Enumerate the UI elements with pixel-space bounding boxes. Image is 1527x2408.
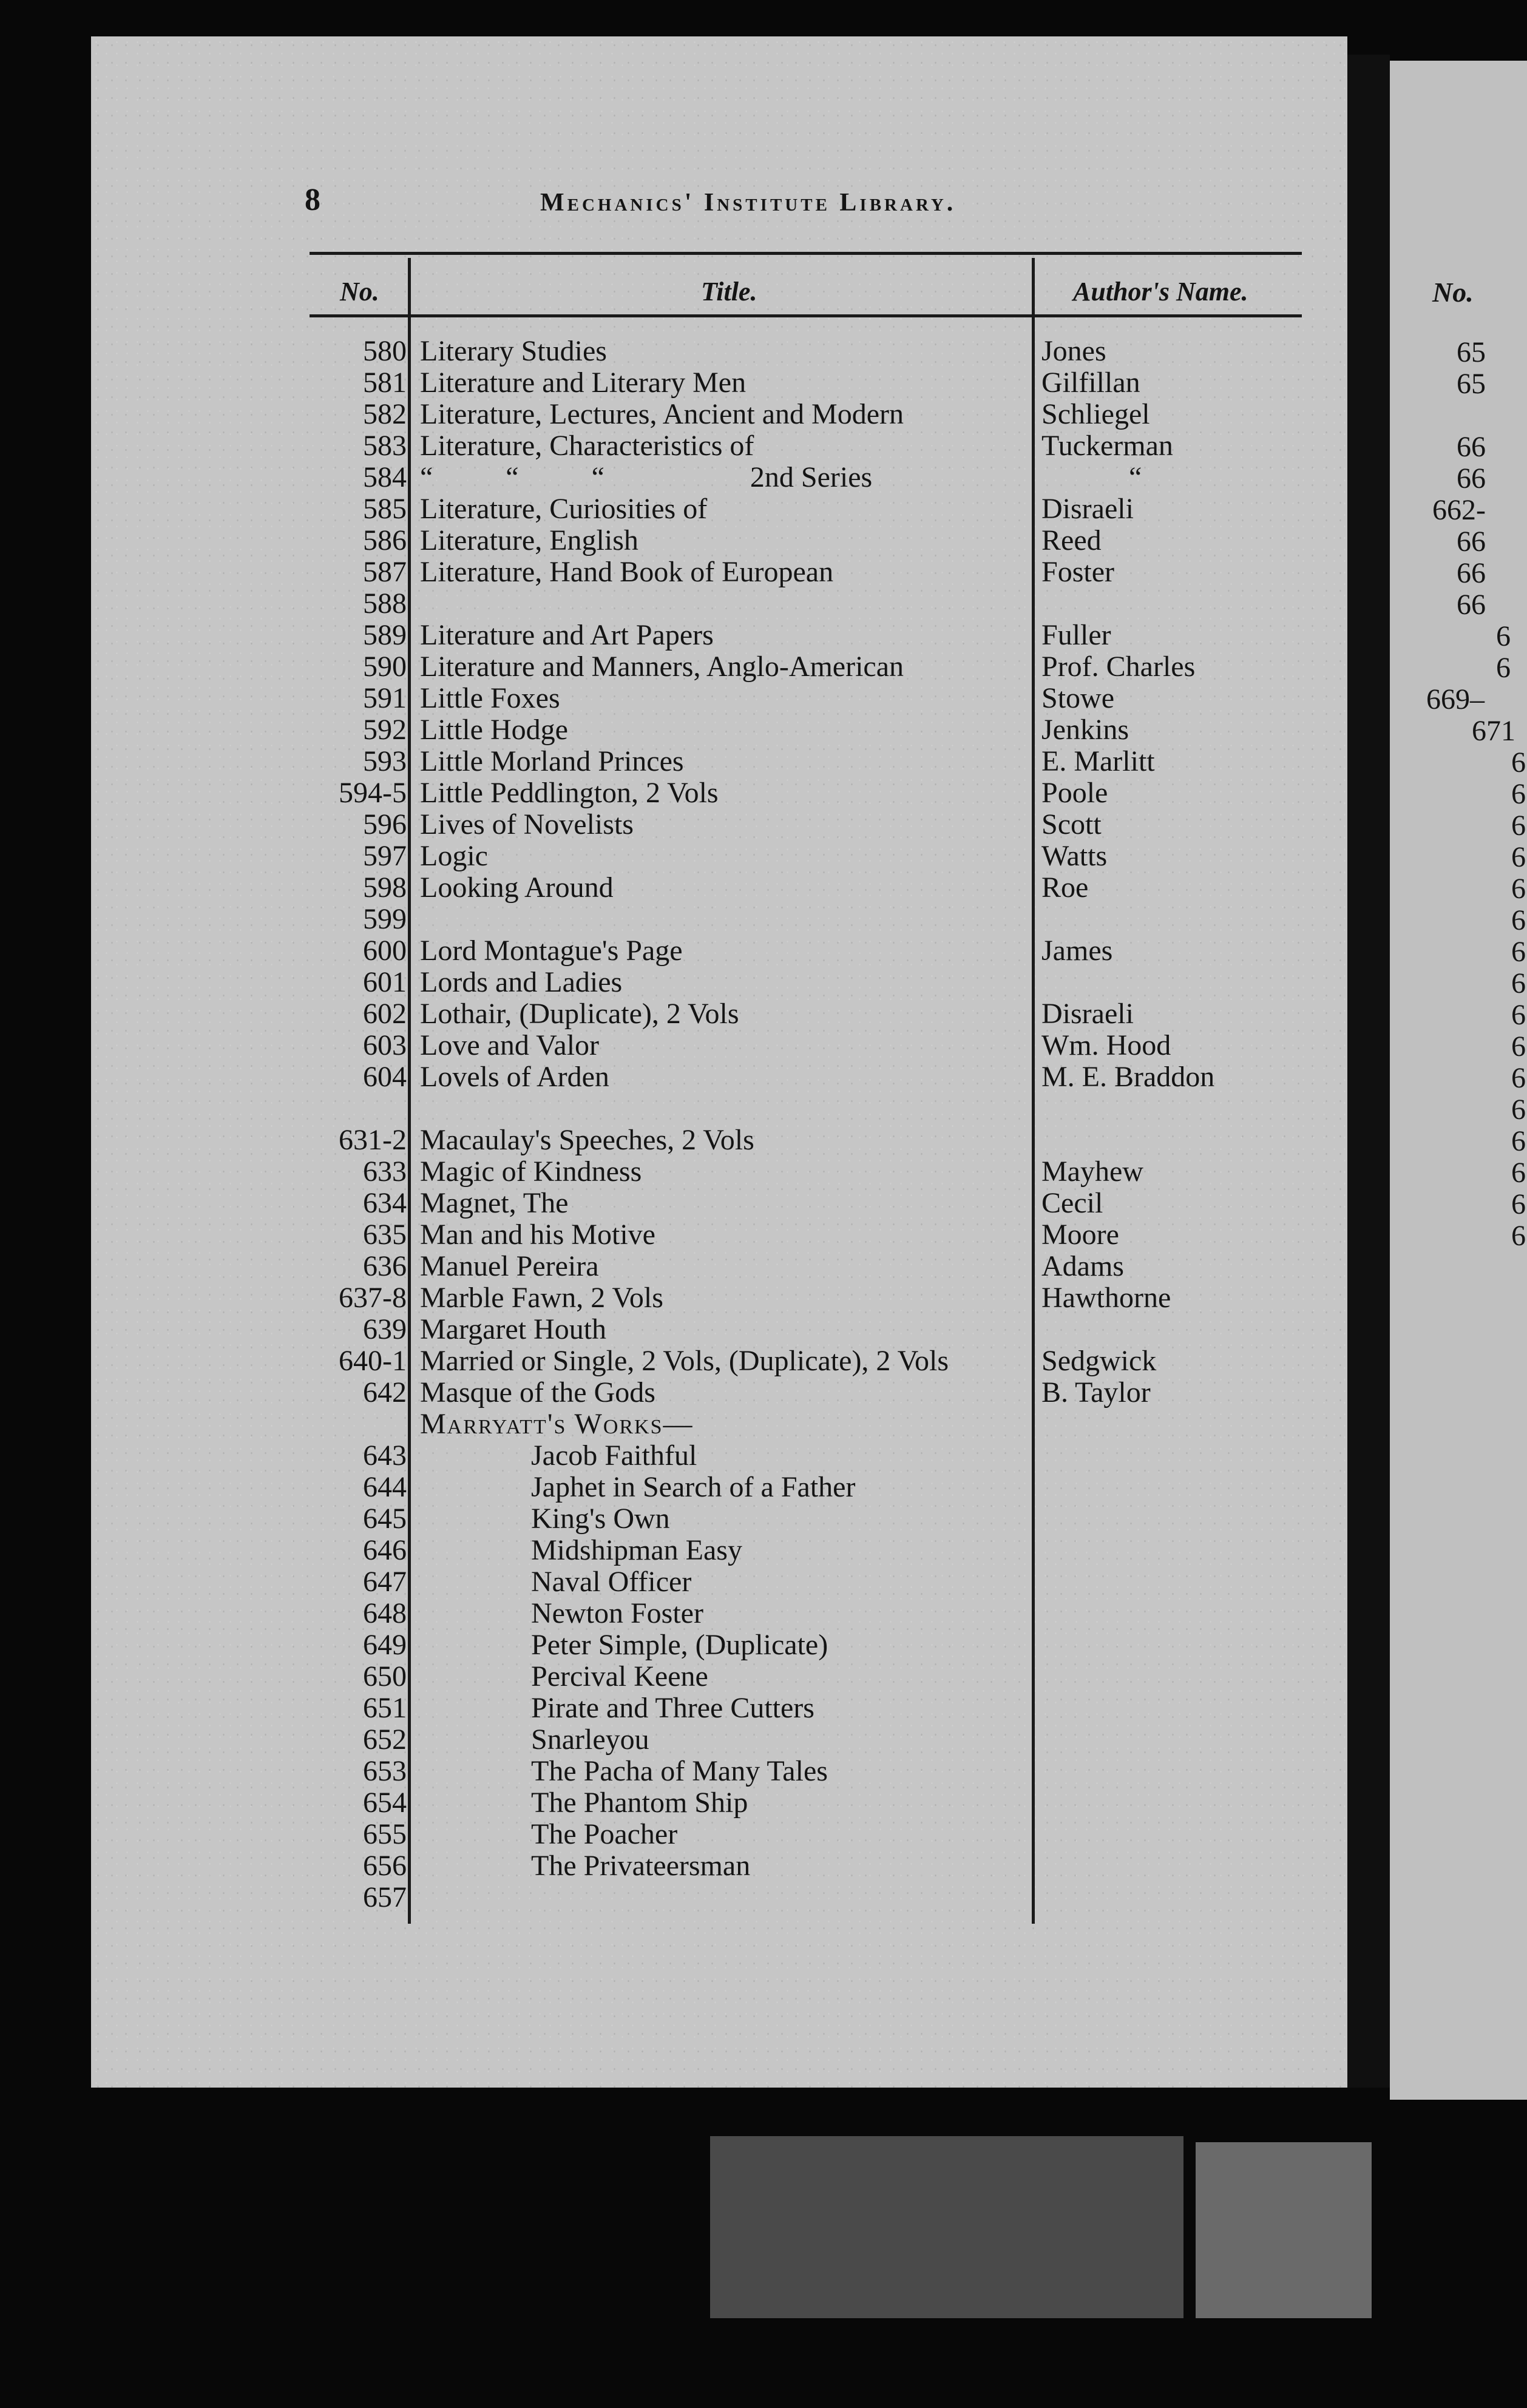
- next-page-number: 6: [1511, 936, 1526, 968]
- table-row: [0, 1251, 1335, 1282]
- table-row: [0, 777, 1335, 809]
- next-page-number: 6: [1511, 810, 1526, 842]
- entry-number: 639: [363, 1313, 407, 1345]
- entry-number: 631-2: [339, 1124, 407, 1156]
- running-title: Mechanics' Institute Library.: [540, 189, 956, 217]
- entry-number: 594-5: [339, 777, 407, 809]
- next-page-number: 662-: [1432, 494, 1486, 526]
- entry-number: 646: [363, 1534, 407, 1566]
- entry-title: Literature and Manners, Anglo-American: [420, 651, 904, 683]
- entry-number: 656: [363, 1850, 407, 1882]
- table-row: [0, 1030, 1335, 1061]
- entry-title: Literature, English: [420, 524, 638, 556]
- entry-author: Foster: [1041, 556, 1114, 588]
- entry-author: “: [1129, 461, 1142, 493]
- entry-title: Magnet, The: [420, 1187, 569, 1219]
- entry-author: Adams: [1041, 1250, 1124, 1282]
- entry-title: Literary Studies: [420, 335, 607, 367]
- next-page-number: 66: [1457, 589, 1486, 621]
- entry-number: 596: [363, 808, 407, 840]
- entry-title: Lives of Novelists: [420, 808, 634, 840]
- entry-number: 580: [363, 335, 407, 367]
- entry-title: Naval Officer: [531, 1566, 692, 1598]
- table-row: [0, 462, 1335, 493]
- next-page-number: 6: [1496, 620, 1511, 652]
- table-row: [0, 904, 1335, 935]
- entry-title: Literature, Lectures, Ancient and Modern: [420, 398, 904, 430]
- entry-number: 635: [363, 1219, 407, 1251]
- entry-title: Married or Single, 2 Vols, (Duplicate), 2 Vols: [420, 1345, 949, 1377]
- entry-number: 590: [363, 651, 407, 683]
- table-row: [0, 1882, 1335, 1913]
- entry-number: 657: [363, 1881, 407, 1913]
- table-row: [0, 1188, 1335, 1219]
- column-header-number: No.: [340, 277, 379, 306]
- entry-author: Reed: [1041, 524, 1102, 556]
- entry-title: Midshipman Easy: [531, 1534, 742, 1566]
- next-page-number: 66: [1457, 462, 1486, 495]
- header-bottom-rule: [310, 314, 1302, 317]
- next-page-number: 6: [1511, 778, 1526, 810]
- table-row: [0, 809, 1335, 840]
- entry-number: 636: [363, 1250, 407, 1282]
- entry-title: Pirate and Three Cutters: [531, 1692, 814, 1724]
- entry-number: 589: [363, 619, 407, 651]
- entry-author: Fuller: [1041, 619, 1111, 651]
- entry-number: 653: [363, 1755, 407, 1787]
- table-row: [0, 1440, 1335, 1472]
- entry-number: 602: [363, 998, 407, 1030]
- table-row: [0, 967, 1335, 998]
- entry-number: 603: [363, 1029, 407, 1061]
- next-page-number: 669–: [1426, 683, 1485, 715]
- entry-title: Snarleyou: [531, 1723, 649, 1756]
- entry-number: 601: [363, 966, 407, 998]
- column-header-author: Author's Name.: [1073, 277, 1248, 306]
- entry-title: Man and his Motive: [420, 1219, 655, 1251]
- table-row: [0, 367, 1335, 399]
- entry-title: Little Foxes: [420, 682, 560, 714]
- entry-author: Stowe: [1041, 682, 1114, 714]
- entry-title: Literature, Curiosities of: [420, 493, 708, 525]
- entry-title: Magic of Kindness: [420, 1155, 642, 1188]
- table-row: [0, 714, 1335, 746]
- entry-title: Macaulay's Speeches, 2 Vols: [420, 1124, 754, 1156]
- entry-author: Poole: [1041, 777, 1108, 809]
- table-row: [0, 746, 1335, 777]
- table-row: [0, 336, 1335, 367]
- entry-number: 650: [363, 1660, 407, 1693]
- entry-author: Roe: [1041, 871, 1089, 904]
- entry-title: Little Hodge: [420, 714, 568, 746]
- entry-number: 649: [363, 1629, 407, 1661]
- next-page-number: 671: [1472, 715, 1515, 747]
- entry-title: The Poacher: [531, 1818, 678, 1850]
- next-page-number: 6: [1511, 904, 1526, 936]
- entry-author: Wm. Hood: [1041, 1029, 1171, 1061]
- entry-number: 637-8: [339, 1282, 407, 1314]
- entry-number: 584: [363, 461, 407, 493]
- next-page-number: 6: [1511, 841, 1526, 873]
- entry-author: Disraeli: [1041, 998, 1134, 1030]
- running-head: [0, 182, 1527, 231]
- entry-title: King's Own: [531, 1503, 670, 1535]
- next-page-number: 6: [1511, 746, 1526, 779]
- table-row: [0, 1661, 1335, 1693]
- entry-title: Literature, Characteristics of: [420, 430, 754, 462]
- next-page-number: 6: [1511, 999, 1526, 1031]
- table-row: [0, 1503, 1335, 1535]
- section-heading: Marryatt's Works—: [420, 1408, 694, 1440]
- entry-title: Lothair, (Duplicate), 2 Vols: [420, 998, 739, 1030]
- entry-number: 640-1: [339, 1345, 407, 1377]
- entry-number: 634: [363, 1187, 407, 1219]
- entry-number: 591: [363, 682, 407, 714]
- entry-author: Jenkins: [1041, 714, 1129, 746]
- entry-title: Looking Around: [420, 871, 614, 904]
- table-row: [0, 1219, 1335, 1251]
- entry-number: 644: [363, 1471, 407, 1503]
- table-row: [0, 840, 1335, 872]
- entry-author: Gilfillan: [1041, 367, 1140, 399]
- entry-number: 652: [363, 1723, 407, 1756]
- table-row: [0, 935, 1335, 967]
- entry-author: James: [1041, 935, 1113, 967]
- entry-number: 655: [363, 1818, 407, 1850]
- entry-author: Prof. Charles: [1041, 651, 1196, 683]
- table-row: [0, 588, 1335, 620]
- next-page-number: 66: [1457, 557, 1486, 589]
- table-row: [0, 1724, 1335, 1756]
- entry-author: Mayhew: [1041, 1155, 1143, 1188]
- scanner-bed-block: [710, 2136, 1183, 2318]
- next-page-number: 6: [1511, 1157, 1526, 1189]
- next-page-number: 65: [1457, 368, 1486, 400]
- table-row: [0, 1819, 1335, 1850]
- entry-number: 654: [363, 1787, 407, 1819]
- section-heading-row: [0, 1409, 1335, 1440]
- entry-title: Little Morland Princes: [420, 745, 684, 777]
- page-number: 8: [305, 183, 320, 217]
- entry-number: 599: [363, 903, 407, 935]
- entry-author: Scott: [1041, 808, 1102, 840]
- table-row: [0, 1535, 1335, 1566]
- entry-number: 598: [363, 871, 407, 904]
- table-row: [0, 651, 1335, 683]
- next-page-number: 6: [1511, 967, 1526, 999]
- table-row: [0, 998, 1335, 1030]
- table-row: [0, 1693, 1335, 1724]
- entry-title: Little Peddlington, 2 Vols: [420, 777, 719, 809]
- entry-title: Newton Foster: [531, 1597, 703, 1629]
- table-row: [0, 1472, 1335, 1503]
- entry-number: 597: [363, 840, 407, 872]
- table-row: [0, 556, 1335, 588]
- entry-title: Lords and Ladies: [420, 966, 623, 998]
- entry-title: Peter Simple, (Duplicate): [531, 1629, 828, 1661]
- table-row: [0, 1629, 1335, 1661]
- table-row: [0, 399, 1335, 430]
- entry-author: Sedgwick: [1041, 1345, 1157, 1377]
- scanner-clamp: [1196, 2142, 1372, 2318]
- entry-title: Marble Fawn, 2 Vols: [420, 1282, 663, 1314]
- next-page-number: 65: [1457, 336, 1486, 368]
- entry-author: E. Marlitt: [1041, 745, 1155, 777]
- entry-number: 648: [363, 1597, 407, 1629]
- next-page-number: 6: [1511, 1094, 1526, 1126]
- next-page-column-header: No.: [1432, 277, 1474, 308]
- table-row: [0, 525, 1335, 556]
- table-row: [0, 493, 1335, 525]
- book-gutter: [1347, 55, 1390, 2088]
- column-header-title: Title.: [701, 277, 757, 306]
- entry-title: Lovels of Arden: [420, 1061, 609, 1093]
- next-page-number: 66: [1457, 431, 1486, 463]
- table-row: [0, 1314, 1335, 1345]
- table-row: [0, 1787, 1335, 1819]
- entry-title: Literature and Art Papers: [420, 619, 714, 651]
- entry-title: Lord Montague's Page: [420, 935, 683, 967]
- entry-number: 592: [363, 714, 407, 746]
- entry-number: 604: [363, 1061, 407, 1093]
- entry-title: Literature, Hand Book of European: [420, 556, 834, 588]
- entry-number: 642: [363, 1376, 407, 1409]
- entry-title: Japhet in Search of a Father: [531, 1471, 856, 1503]
- entry-title: Margaret Houth: [420, 1313, 607, 1345]
- table-row: [0, 430, 1335, 462]
- entry-title: Percival Keene: [531, 1660, 708, 1693]
- table-row: [0, 1850, 1335, 1882]
- entry-title: The Phantom Ship: [531, 1787, 748, 1819]
- entry-number: 645: [363, 1503, 407, 1535]
- entry-number: 600: [363, 935, 407, 967]
- entry-author: Watts: [1041, 840, 1108, 872]
- next-page-number: 6: [1511, 1062, 1526, 1094]
- entry-author: Jones: [1041, 335, 1106, 367]
- entry-number: 643: [363, 1439, 407, 1472]
- table-row: [0, 1377, 1335, 1409]
- entry-author: Disraeli: [1041, 493, 1134, 525]
- entry-title: Masque of the Gods: [420, 1376, 655, 1409]
- table-row: [0, 1566, 1335, 1598]
- entry-title: The Privateersman: [531, 1850, 751, 1882]
- entry-author: M. E. Braddon: [1041, 1061, 1215, 1093]
- entry-number: 581: [363, 367, 407, 399]
- entry-number: 583: [363, 430, 407, 462]
- table-row: [0, 1156, 1335, 1188]
- next-page-number: 6: [1511, 1030, 1526, 1063]
- entry-number: 593: [363, 745, 407, 777]
- entry-title: The Pacha of Many Tales: [531, 1755, 828, 1787]
- entry-number: 585: [363, 493, 407, 525]
- next-page-number: 6: [1511, 1188, 1526, 1220]
- entry-author: Schliegel: [1041, 398, 1150, 430]
- next-page-number: 6: [1511, 1220, 1526, 1252]
- entry-number: 588: [363, 587, 407, 620]
- table-row: [0, 1061, 1335, 1093]
- entry-number: 647: [363, 1566, 407, 1598]
- entry-title: Logic: [420, 840, 488, 872]
- entry-number: 651: [363, 1692, 407, 1724]
- next-page-number: 66: [1457, 526, 1486, 558]
- next-page-number: 6: [1511, 1125, 1526, 1157]
- table-row: [0, 872, 1335, 904]
- entry-number: 587: [363, 556, 407, 588]
- entry-title: Literature and Literary Men: [420, 367, 747, 399]
- entry-title: Jacob Faithful: [531, 1439, 697, 1472]
- table-row: [0, 1093, 1335, 1125]
- table-row: [0, 1282, 1335, 1314]
- table-row: [0, 620, 1335, 651]
- entry-author: Moore: [1041, 1219, 1119, 1251]
- table-row: [0, 1345, 1335, 1377]
- table-row: [0, 1598, 1335, 1629]
- entry-number: 582: [363, 398, 407, 430]
- entry-author: B. Taylor: [1041, 1376, 1151, 1409]
- entry-title: Love and Valor: [420, 1029, 600, 1061]
- entry-title: “ “ “ 2nd Series: [420, 461, 873, 493]
- entry-author: Hawthorne: [1041, 1282, 1171, 1314]
- table-row: [0, 683, 1335, 714]
- entry-number: 633: [363, 1155, 407, 1188]
- next-page-number: 6: [1511, 873, 1526, 905]
- entry-number: 586: [363, 524, 407, 556]
- table-top-rule: [310, 252, 1302, 255]
- entry-author: Tuckerman: [1041, 430, 1173, 462]
- entry-author: Cecil: [1041, 1187, 1103, 1219]
- table-row: [0, 1125, 1335, 1156]
- table-row: [0, 1756, 1335, 1787]
- next-page-number: 6: [1496, 652, 1511, 684]
- entry-title: Manuel Pereira: [420, 1250, 599, 1282]
